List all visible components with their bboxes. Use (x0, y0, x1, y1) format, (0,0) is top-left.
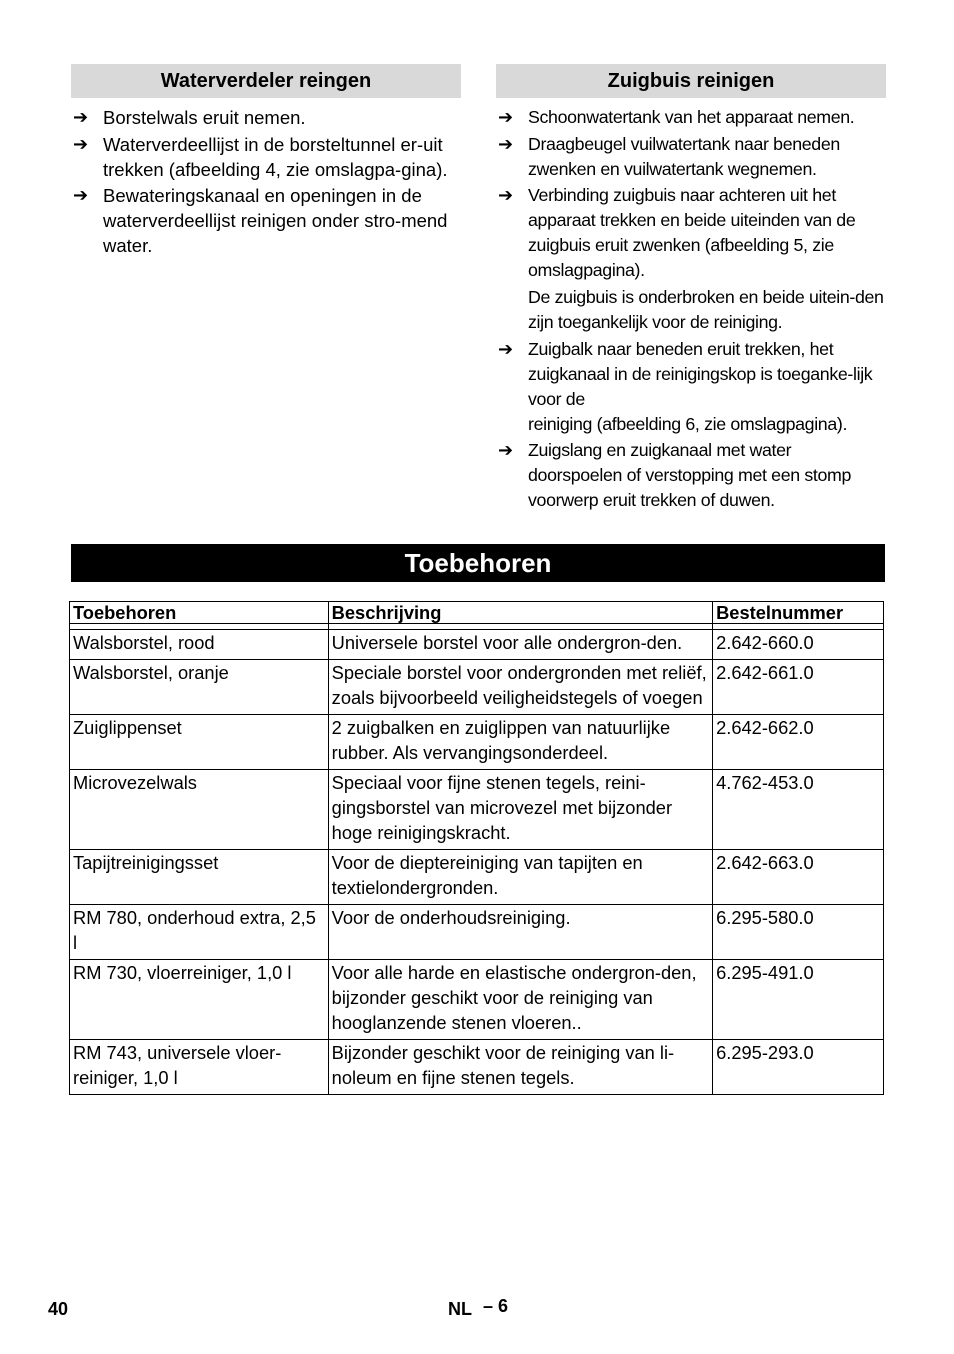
accessories-table (69, 601, 884, 1095)
step-text: Draagbeugel vuilwatertank naar beneden zwenken en vuilwatertank wegnemen. (528, 133, 840, 179)
table-row (70, 770, 884, 850)
cell-description: Universele borstel voor alle ondergron-den. (328, 630, 712, 660)
section-page-number: – 6 (483, 1296, 509, 1316)
cell-accessory: RM 730, vloerreiniger, 1,0 l (70, 960, 329, 1040)
column-header-beschrijving: Beschrijving (328, 602, 712, 624)
step-text: Zuigslang en zuigkanaal met water doorspoelen of verstopping met een stomp voorwerp eruit trekken of duwen. (528, 440, 852, 510)
right-arrow-icon: ➔ (498, 440, 513, 460)
cell-description: Voor de dieptereiniging van tapijten en textielondergronden. (328, 850, 712, 905)
step-text: Verbinding zuigbuis naar achteren uit het apparaat trekken en beide uiteinden van de zuigbuis eruit zwenken (afbeelding 5, zie omslagpagina). (528, 185, 856, 280)
cell-accessory: Tapijtreinigingsset (70, 850, 329, 905)
right-step-list (496, 105, 886, 513)
cell-accessory: Walsborstel, oranje (70, 660, 329, 715)
cell-description: Voor alle harde en elastische ondergron-den, bijzonder geschikt voor de reiniging van hooglanzende stenen vloeren.. (328, 960, 712, 1040)
table-header-row (70, 602, 884, 624)
page-number: 40 (48, 1299, 69, 1319)
cell-accessory: Zuiglippenset (70, 715, 329, 770)
table-row (70, 850, 884, 905)
cell-description: Bijzonder geschikt voor de reiniging van li-noleum en fijne stenen tegels. (328, 1040, 712, 1095)
table-row (70, 1040, 884, 1095)
right-arrow-icon: ➔ (498, 185, 513, 205)
left-step-list (71, 105, 461, 258)
cell-description: Speciale borstel voor ondergronden met reliëf, zoals bijvoorbeeld veiligheidstegels of voegen (328, 660, 712, 715)
cell-order-number: 4.762-453.0 (713, 770, 884, 850)
cell-order-number: 6.295-491.0 (713, 960, 884, 1040)
right-arrow-icon: ➔ (498, 338, 513, 359)
language-code: NL (448, 1299, 472, 1319)
table-row (70, 905, 884, 960)
step-text: Waterverdeellijst in de borsteltunnel er-uit trekken (afbeelding 4, zie omslagpa-gina). (103, 133, 448, 180)
cell-order-number: 6.295-293.0 (713, 1040, 884, 1095)
cell-order-number: 2.642-663.0 (713, 850, 884, 905)
right-arrow-icon: ➔ (498, 107, 513, 127)
cell-order-number: 6.295-580.0 (713, 905, 884, 960)
section-heading-waterverdeler: Waterverdeler reingen (71, 64, 461, 98)
cell-description: 2 zuigbalken en zuiglippen van natuurlijke rubber. Als vervangingsonderdeel. (328, 715, 712, 770)
cell-order-number: 2.642-661.0 (713, 660, 884, 715)
list-item (496, 105, 886, 130)
section-heading-zuigbuis: Zuigbuis reinigen (496, 64, 886, 98)
right-arrow-icon: ➔ (73, 107, 89, 127)
list-item (496, 183, 886, 335)
step-text: Bewateringskanaal en openingen in de waterverdeellijst reinigen onder stro-mend water. (103, 185, 448, 256)
table-row (70, 660, 884, 715)
step-note: reiniging (afbeelding 6, zie omslagpagina). (528, 413, 848, 434)
list-item (496, 438, 886, 513)
list-item (71, 105, 461, 130)
accessories-banner: Toebehoren (71, 544, 885, 582)
cell-accessory: Microvezelwals (70, 770, 329, 850)
column-header-bestelnummer: Bestelnummer (713, 602, 884, 624)
right-arrow-icon: ➔ (498, 133, 513, 154)
cell-description: Speciaal voor fijne stenen tegels, reini-gingsborstel van microvezel met bijzonder hoge reinigingskracht. (328, 770, 712, 850)
list-item (71, 132, 461, 182)
step-note: De zuigbuis is onderbroken en beide uitein-den zijn toegankelijk voor de reiniging. (528, 287, 884, 332)
table-row (70, 960, 884, 1040)
right-arrow-icon: ➔ (73, 133, 89, 154)
table-row (70, 630, 884, 660)
step-text: Zuigbalk naar beneden eruit trekken, het zuigkanaal in de reinigingskop is toeganke-lijk voor de (528, 338, 873, 409)
cell-description: Voor de onderhoudsreiniging. (328, 905, 712, 960)
step-text: Schoonwatertank van het apparaat nemen. (528, 107, 855, 127)
table-row (70, 715, 884, 770)
right-column (496, 64, 886, 515)
cell-order-number: 2.642-662.0 (713, 715, 884, 770)
list-item (496, 337, 886, 437)
list-item (496, 132, 886, 182)
cell-order-number: 2.642-660.0 (713, 630, 884, 660)
step-text: Borstelwals eruit nemen. (103, 107, 306, 128)
cell-accessory: RM 743, universele vloer-reiniger, 1,0 l (70, 1040, 329, 1095)
column-header-toebehoren: Toebehoren (70, 602, 329, 624)
cell-accessory: RM 780, onderhoud extra, 2,5 l (70, 905, 329, 960)
right-arrow-icon: ➔ (73, 185, 89, 205)
list-item (71, 183, 461, 258)
left-column (71, 64, 461, 260)
cell-accessory: Walsborstel, rood (70, 630, 329, 660)
